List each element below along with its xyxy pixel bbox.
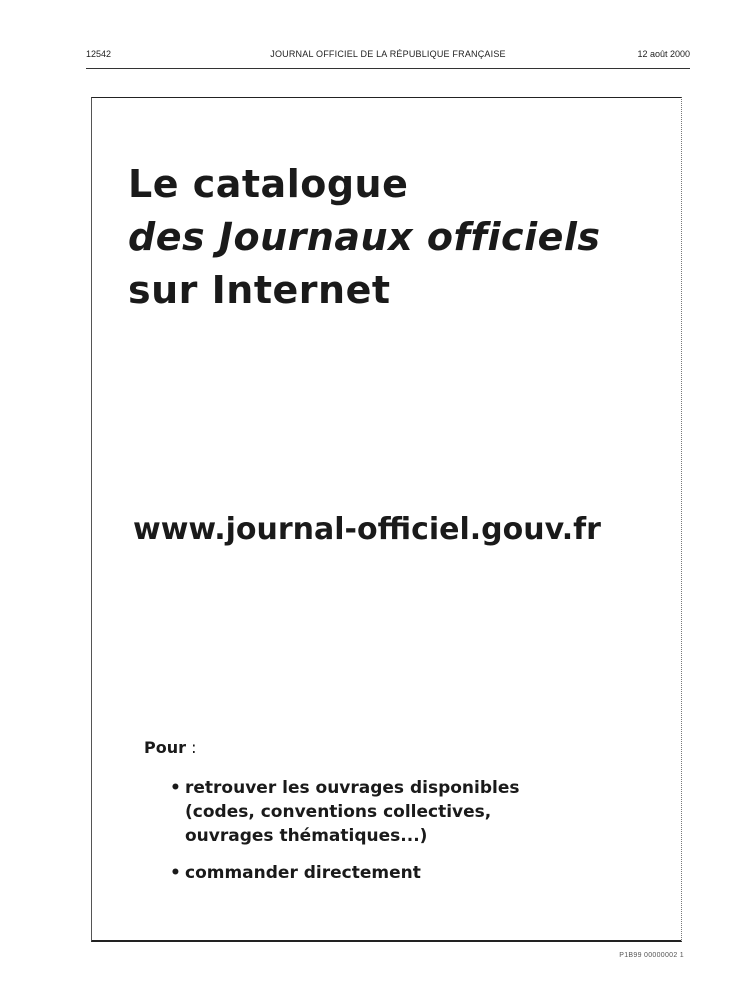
list-item-line: (codes, conventions collectives,	[185, 802, 492, 822]
journal-title: JOURNAL OFFICIEL DE LA RÉPUBLIQUE FRANÇAISE	[270, 49, 506, 59]
intro-text: Pour	[144, 738, 186, 757]
intro-label	[144, 738, 196, 757]
headline-line-2: des Journaux officiels	[128, 215, 601, 259]
headline-line-3: sur Internet	[128, 268, 391, 312]
list-item	[170, 776, 520, 848]
website-url[interactable]: www.journal-officiel.gouv.fr	[133, 512, 601, 547]
list-item-line: retrouver les ouvrages disponibles	[185, 778, 520, 798]
header-divider	[86, 68, 690, 69]
print-reference-code: P1B99 00000002 1	[619, 952, 684, 959]
bullet-icon: •	[170, 778, 181, 798]
bullet-icon: •	[170, 863, 181, 883]
publication-date: 12 août 2000	[637, 49, 690, 59]
feature-list	[170, 776, 520, 885]
ad-headline	[128, 158, 601, 317]
list-item-line: commander directement	[185, 863, 421, 883]
page-header	[86, 49, 690, 63]
headline-line-1: Le catalogue	[128, 162, 409, 206]
list-item-line: ouvrages thématiques...)	[185, 826, 428, 846]
intro-colon: :	[186, 738, 197, 757]
page-number: 12542	[86, 49, 112, 59]
list-item	[170, 861, 520, 885]
